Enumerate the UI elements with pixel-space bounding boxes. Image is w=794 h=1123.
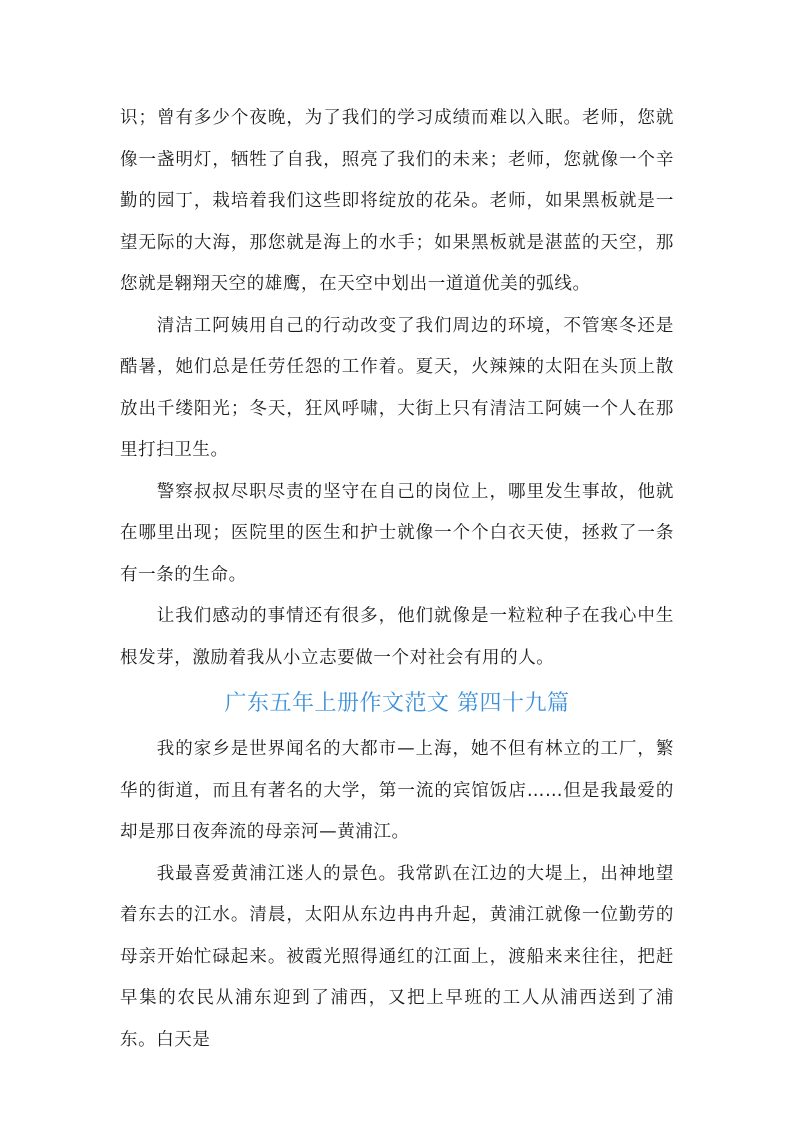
document-page [120,98,674,1061]
paragraph-cleaning-worker: 清洁工阿姨用自己的行动改变了我们周边的环境，不管寒冬还是酷暑，她们总是任劳任怨的工作着。夏天，火辣辣的太阳在头顶上散放出千缕阳光；冬天，狂风呼啸，大街上只有清洁工阿姨一个人在那里打扫卫生。 [120,315,674,460]
paragraph-hometown-shanghai: 我的家乡是世界闻名的大都市—上海，她不但有林立的工厂，繁华的街道，而且有著名的大学，第一流的宾馆饭店……但是我最爱的却是那日夜奔流的母亲河—黄浦江。 [120,739,674,842]
paragraph-huangpu-scenery: 我最喜爱黄浦江迷人的景色。我常趴在江边的大堤上，出神地望着东去的江水。清晨，太阳从东边冉冉升起，黄浦江就像一位勤劳的母亲开始忙碌起来。被霞光照得通红的江面上，渡船来来往往，把赶早集的农民从浦东迎到了浦西，又把上早班的工人从浦西送到了浦东。白天是 [120,863,674,1050]
paragraph-teacher-praise: 识；曾有多少个夜晚，为了我们的学习成绩而难以入眠。老师，您就像一盏明灯，牺牲了自我，照亮了我们的未来；老师，您就像一个辛勤的园丁，栽培着我们这些即将绽放的花朵。老师，如果黑板就是一望无际的大海，那您就是海上的水手；如果黑板就是湛蓝的天空，那您就是翱翔天空的雄鹰，在天空中划出一道道优美的弧线。 [120,108,674,294]
paragraph-touching-things: 让我们感动的事情还有很多，他们就像是一粒粒种子在我心中生根发芽，激励着我从小立志要做一个对社会有用的人。 [120,606,674,668]
paragraph-police-doctors: 警察叔叔尽职尽责的坚守在自己的岗位上，哪里发生事故，他就在哪里出现；医院里的医生和护士就像一个个白衣天使，拯救了一条有一条的生命。 [120,481,674,585]
section-heading: 广东五年上册作文范文 第四十九篇 [224,691,570,716]
